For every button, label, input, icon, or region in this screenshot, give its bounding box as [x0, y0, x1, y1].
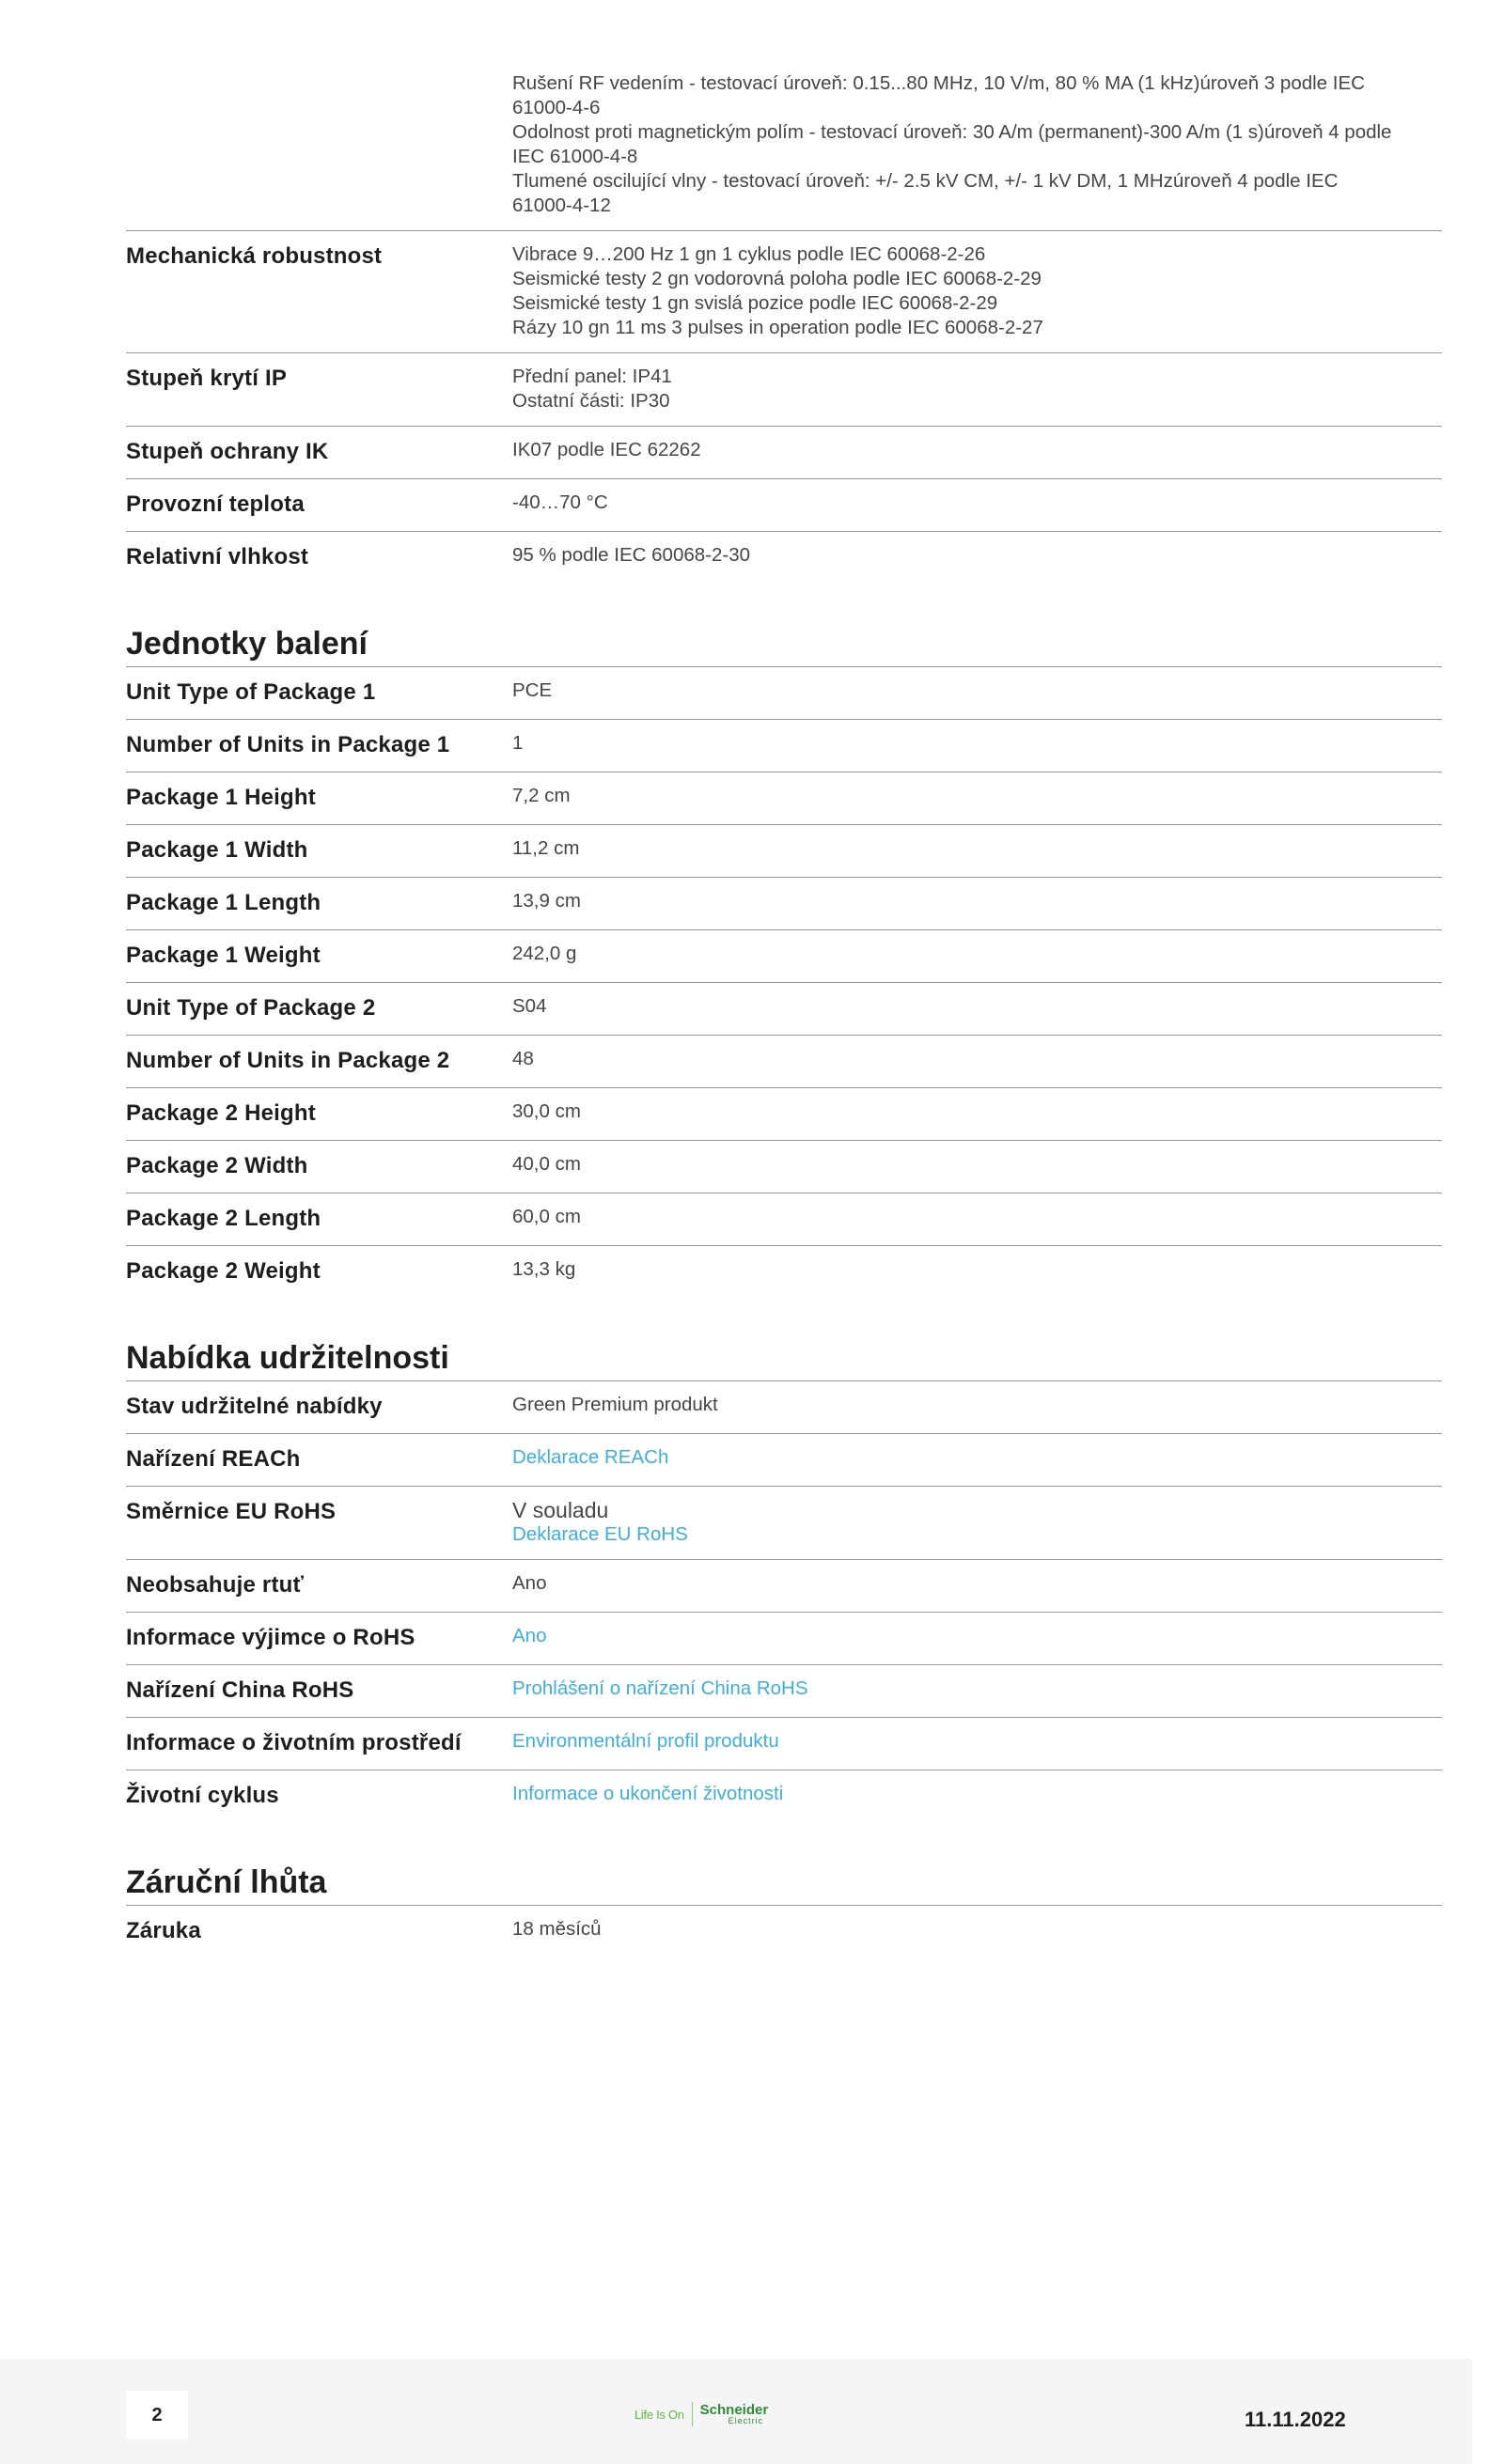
table-row: [126, 983, 1442, 1036]
section-title-sustainability: Nabídka udržitelnosti: [126, 1339, 1442, 1381]
row-value: 11,2 cm: [512, 837, 580, 859]
row-label: Záruka: [126, 1918, 201, 1943]
spec-value: [512, 491, 1442, 515]
table-row: [126, 667, 1442, 720]
row-label: Životní cyklus: [126, 1783, 279, 1808]
spec-label: Provozní teplota: [126, 491, 305, 517]
row-label: Package 1 Weight: [126, 943, 321, 968]
row-label: Number of Units in Package 1: [126, 732, 450, 757]
row-label: Unit Type of Package 2: [126, 995, 376, 1021]
row-value: PCE: [512, 679, 553, 701]
row-label: Package 1 Length: [126, 890, 321, 915]
table-row: [126, 1434, 1442, 1487]
warranty-section: [126, 1864, 1442, 1957]
spec-label: Stupeň krytí IP: [126, 366, 288, 391]
china-rohs-link[interactable]: Prohlášení o nařízení China RoHS: [512, 1677, 808, 1699]
spec-row-mechanical: [126, 231, 1442, 353]
row-value: [512, 1782, 1442, 1806]
table-row: [126, 930, 1442, 983]
row-label: Informace výjimce o RoHS: [126, 1625, 415, 1650]
spec-line: 61000-4-12: [512, 195, 611, 216]
table-row: [126, 825, 1442, 878]
row-value: [512, 1676, 1442, 1701]
spec-row-ip: [126, 353, 1442, 427]
document-date: 11.11.2022: [1245, 2408, 1346, 2431]
spec-row-humidity: [126, 532, 1442, 584]
row-value: 13,3 kg: [512, 1258, 576, 1280]
table-row: [126, 1906, 1442, 1957]
table-row: [126, 1088, 1442, 1141]
spec-line: Seismické testy 2 gn vodorovná poloha podle IEC 60068-2-29: [512, 268, 1042, 289]
tagline: Life Is On: [634, 2407, 684, 2422]
row-value: Ano: [512, 1572, 547, 1594]
row-label: Package 1 Height: [126, 785, 316, 810]
section-title-warranty: Záruční lhůta: [126, 1864, 1442, 1906]
spec-line: Rušení RF vedením - testovací úroveň: 0.15...80 MHz, 10 V/m, 80 % MA (1 kHz)úroveň 3 podle IEC: [512, 72, 1365, 94]
row-label: Nařízení China RoHS: [126, 1677, 354, 1703]
row-value: 18 měsíců: [512, 1918, 602, 1940]
section-title-packaging: Jednotky balení: [126, 625, 1442, 667]
row-value: [512, 1729, 1442, 1754]
spec-line: Ostatní části: IP30: [512, 390, 670, 412]
row-value: [512, 1498, 1442, 1547]
table-row: [126, 1718, 1442, 1770]
table-row: [126, 772, 1442, 825]
row-value: 60,0 cm: [512, 1206, 581, 1227]
spec-label: Stupeň ochrany IK: [126, 439, 329, 464]
table-row: [126, 1246, 1442, 1298]
environment-profile-link[interactable]: Environmentální profil produktu: [512, 1730, 779, 1752]
spec-value: [512, 543, 1442, 568]
spec-line: Odolnost proti magnetickým polím - testovací úroveň: 30 A/m (permanent)-300 A/m (1 s)úroveň 4 podle: [512, 121, 1392, 143]
page-number: 2: [126, 2391, 188, 2440]
row-label: Neobsahuje rtuť: [126, 1572, 305, 1598]
row-label: Package 2 Height: [126, 1100, 316, 1126]
spec-line: 95 % podle IEC 60068-2-30: [512, 544, 751, 566]
table-row: [126, 1036, 1442, 1088]
row-value: 242,0 g: [512, 943, 577, 964]
schneider-logo: [634, 2402, 768, 2426]
row-value: 13,9 cm: [512, 890, 581, 912]
row-value: 40,0 cm: [512, 1153, 581, 1175]
row-value: 48: [512, 1048, 534, 1069]
table-row: [126, 1487, 1442, 1560]
row-label: Stav udržitelné nabídky: [126, 1394, 383, 1419]
spec-row-temperature: [126, 479, 1442, 532]
table-row: [126, 1141, 1442, 1193]
spec-line: Seismické testy 1 gn svislá pozice podle IEC 60068-2-29: [512, 292, 998, 314]
row-value: 7,2 cm: [512, 785, 571, 806]
spec-line: Vibrace 9…200 Hz 1 gn 1 cyklus podle IEC 60068-2-26: [512, 243, 986, 265]
end-of-life-link[interactable]: Informace o ukončení životnosti: [512, 1783, 784, 1804]
spec-line: 61000-4-6: [512, 97, 601, 118]
spec-row-ik: [126, 427, 1442, 479]
row-label: Informace o životním prostředí: [126, 1730, 462, 1755]
table-row: [126, 1770, 1442, 1822]
brand-wordmark: [700, 2403, 769, 2425]
spec-row-emc: [126, 71, 1442, 231]
row-value: 1: [512, 732, 524, 754]
spec-line: Přední panel: IP41: [512, 366, 672, 387]
spec-line: -40…70 °C: [512, 491, 608, 513]
row-label: Unit Type of Package 1: [126, 679, 376, 705]
spec-table: [126, 0, 1442, 584]
spec-label: Relativní vlhkost: [126, 544, 309, 569]
rohs-exemption-link[interactable]: Ano: [512, 1625, 547, 1646]
spec-line: Tlumené oscilující vlny - testovací úroveň: +/- 2.5 kV CM, +/- 1 kV DM, 1 MHzúroveň 4 podle IEC: [512, 170, 1339, 192]
row-value: [512, 1445, 1442, 1470]
spec-value: [512, 438, 1442, 462]
spec-value: [512, 71, 1442, 218]
spec-line: IEC 61000-4-8: [512, 146, 638, 167]
table-row: [126, 878, 1442, 930]
row-value: [512, 1624, 1442, 1648]
logo-divider: [692, 2402, 693, 2426]
rohs-status: V souladu: [512, 1498, 609, 1522]
row-label: Package 2 Weight: [126, 1258, 321, 1284]
table-row: [126, 1665, 1442, 1718]
spec-value: [512, 365, 1442, 413]
table-row: [126, 1381, 1442, 1434]
table-row: [126, 1613, 1442, 1665]
table-row: [126, 720, 1442, 772]
row-value: S04: [512, 995, 547, 1017]
eu-rohs-declaration-link[interactable]: Deklarace EU RoHS: [512, 1523, 688, 1545]
row-label: Směrnice EU RoHS: [126, 1499, 337, 1524]
spec-value: [512, 242, 1442, 340]
row-label: Number of Units in Package 2: [126, 1048, 450, 1073]
row-label: Package 1 Width: [126, 837, 308, 863]
packaging-section: [126, 625, 1442, 1298]
row-label: Nařízení REACh: [126, 1446, 301, 1472]
spec-label: Mechanická robustnost: [126, 243, 383, 269]
spec-line: Rázy 10 gn 11 ms 3 pulses in operation podle IEC 60068-2-27: [512, 317, 1043, 338]
row-value: 30,0 cm: [512, 1100, 581, 1122]
table-row: [126, 1193, 1442, 1246]
brand-name: Schneider: [699, 2402, 769, 2418]
row-label: Package 2 Length: [126, 1206, 321, 1231]
datasheet-page: [126, 0, 1442, 1957]
reach-declaration-link[interactable]: Deklarace REACh: [512, 1446, 669, 1468]
row-label: Package 2 Width: [126, 1153, 308, 1178]
spec-line: IK07 podle IEC 62262: [512, 439, 701, 460]
sustainability-section: [126, 1339, 1442, 1822]
table-row: [126, 1560, 1442, 1613]
brand-sub: Electric: [728, 2416, 764, 2425]
row-value: Green Premium produkt: [512, 1394, 718, 1415]
